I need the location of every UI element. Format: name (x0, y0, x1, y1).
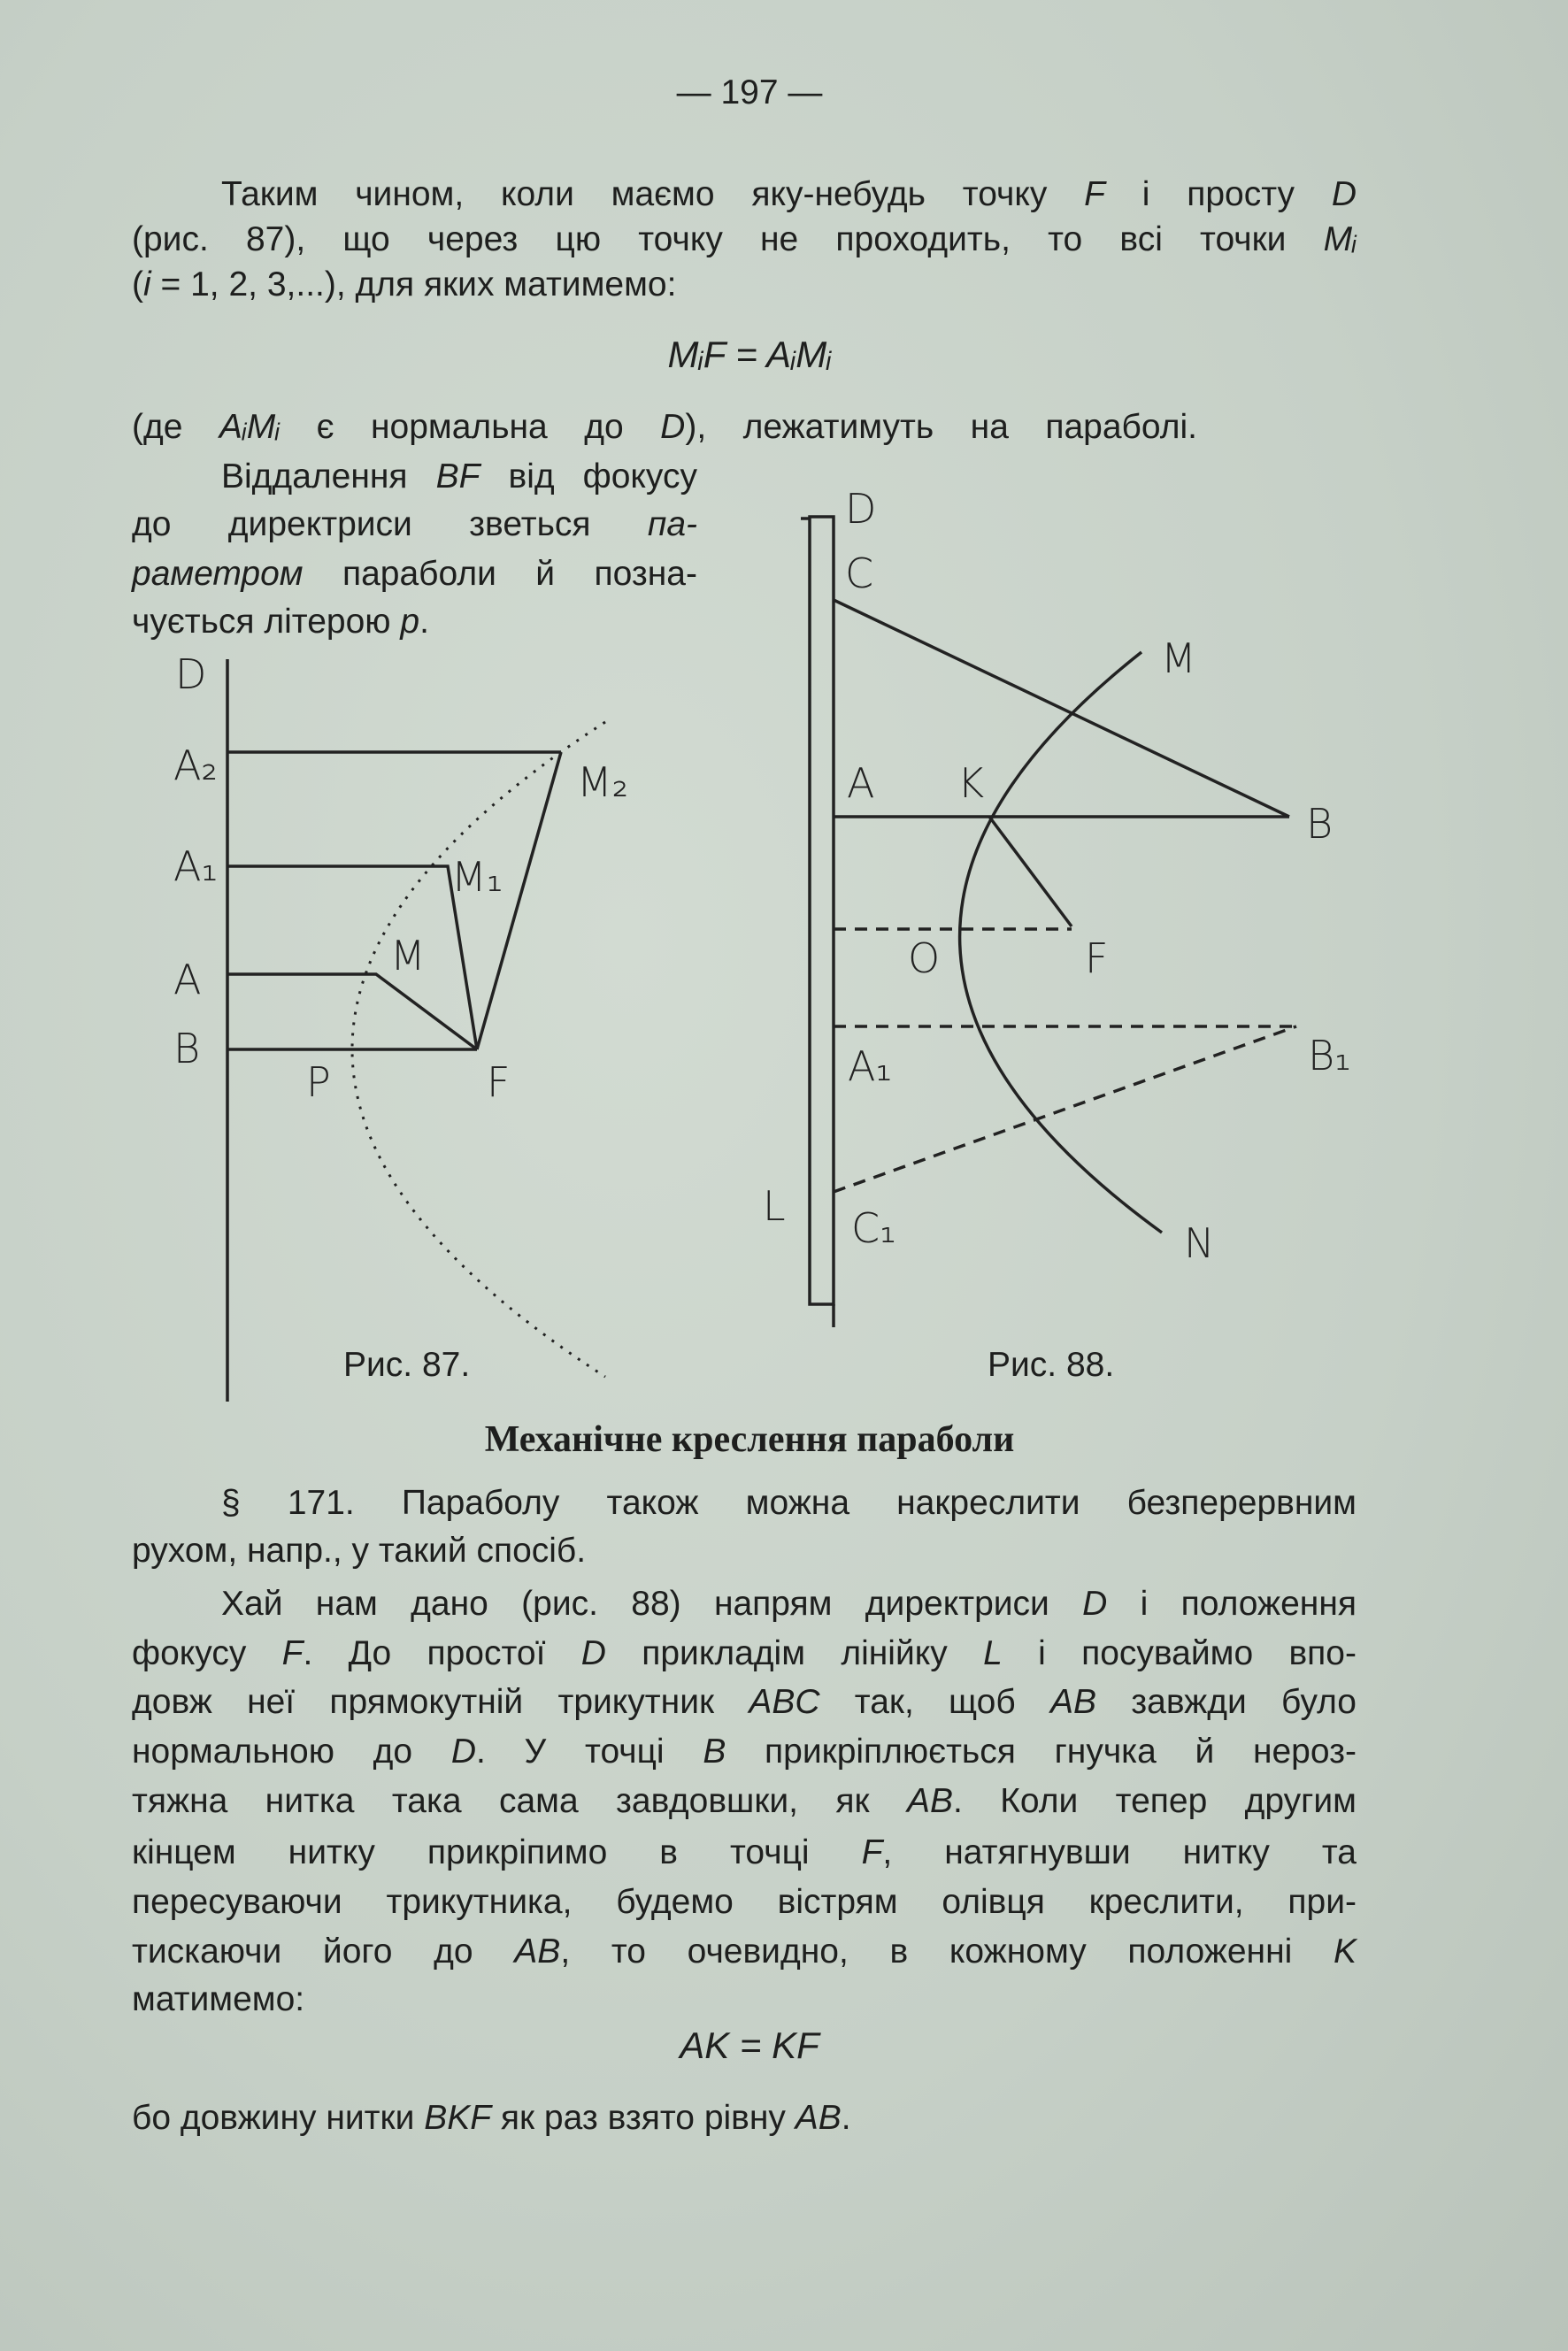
text-segment: Хай нам дано (рис. 88) напрям директриси (221, 1585, 1083, 1623)
math-symbol: раметром (132, 555, 304, 593)
text-segment: є нормальна до (280, 408, 661, 446)
fig88-label-o: O (908, 934, 941, 982)
fig88-label-a: A (847, 759, 875, 807)
fig87-label-d: D (175, 650, 207, 698)
fig88-label-n: N (1184, 1219, 1215, 1267)
fig88-label-k: K (957, 759, 985, 807)
fig88-label-l: L (763, 1182, 786, 1230)
math-symbol: p (400, 603, 420, 641)
fig88-label-a1: A₁ (848, 1042, 892, 1090)
fig87-label-f: F (487, 1058, 511, 1106)
math-symbol: ABC (749, 1683, 820, 1721)
text-segment: . У точці (476, 1733, 703, 1771)
fig88-label-d: D (845, 485, 877, 533)
text-segment: (рис. 87), що через цю точку не проходить, то всі точки (132, 220, 1324, 258)
math-symbol: F (861, 1833, 883, 1871)
text-segment: кінцем нитку прикріпимо в точці (132, 1833, 862, 1871)
text-segment: рухом, напр., у такий спосіб. (132, 1532, 587, 1570)
math-symbol: i (143, 265, 151, 303)
text-segment: (де (132, 408, 219, 446)
text-segment: фокусу (132, 1634, 282, 1672)
ruler-l (810, 517, 834, 1304)
math-symbol: B (703, 1733, 726, 1771)
parabola-m-n (960, 652, 1162, 1233)
text-segment: § 171. Параболу також можна накреслити безперервним (221, 1484, 1357, 1522)
fig87-label-m2: M₂ (577, 758, 629, 806)
text-segment: ( (132, 265, 143, 303)
page-number: — 197 — (676, 73, 823, 111)
math-symbol: L (983, 1634, 1003, 1672)
fig87-label-a2: A₂ (173, 741, 218, 789)
fig87-label-a1: A₁ (173, 842, 218, 890)
text-segment: пересуваючи трикутника, будемо вістрям олівця креслити, при- (132, 1883, 1357, 1921)
math-symbol: AB (514, 1932, 561, 1971)
text-segment: , натягнувши нитку та (882, 1833, 1357, 1871)
text-segment: Віддалення (221, 457, 436, 496)
math-symbol: D (1082, 1585, 1108, 1623)
text-segment: довж неї прямокутній трикутник (132, 1683, 749, 1721)
fig88-label-b1: B₁ (1308, 1032, 1351, 1079)
formula-ak-kf: AK = KF (680, 2024, 819, 2066)
formula-mi-f: MᵢF = AᵢMᵢ (667, 334, 832, 375)
text-segment: чується літерою (132, 603, 401, 641)
line-m-f (367, 974, 477, 1049)
text-segment: параболи й позна- (303, 555, 697, 593)
math-symbol: AB (1049, 1683, 1096, 1721)
fig87-label-b: B (173, 1025, 201, 1072)
math-symbol: AᵢMᵢ (219, 408, 281, 446)
math-symbol: D (660, 408, 686, 446)
fig87-label-m: M (390, 932, 426, 980)
math-symbol: Mᵢ (1323, 220, 1357, 258)
fig87-caption: Рис. 87. (343, 1346, 471, 1384)
fig87-label-a: A (173, 956, 202, 1003)
text-segment: тискаючи його до (132, 1932, 515, 1971)
text-segment: до директриси зветься (132, 505, 648, 543)
math-symbol: K (1333, 1932, 1357, 1971)
text-segment: матимемо: (132, 1980, 305, 2018)
fig87-label-p: P (306, 1058, 331, 1106)
text-segment: і посуваймо впо- (1002, 1634, 1357, 1672)
fig88-label-m: M (1161, 634, 1196, 682)
text-segment: прикріплюється гнучка й нероз- (726, 1733, 1357, 1771)
fig88-label-b: B (1306, 800, 1334, 848)
fig88-label-c1: C₁ (851, 1204, 896, 1252)
fig88-caption: Рис. 88. (988, 1346, 1115, 1384)
line-m2-f (477, 752, 561, 1049)
text-segment: як раз взято рівну (491, 2099, 796, 2137)
math-symbol: F (281, 1634, 304, 1672)
math-symbol: BF (435, 457, 480, 496)
math-symbol: D (450, 1733, 476, 1771)
math-symbol: F (1084, 175, 1105, 213)
text-segment: . Коли тепер другим (952, 1782, 1357, 1820)
text-segment: тяжна нитка така сама завдовшки, як (132, 1782, 907, 1820)
text-segment: ), лежатимуть на параболі. (685, 408, 1197, 446)
text-segment: так, щоб (819, 1683, 1050, 1721)
text-segment: . До простої (303, 1634, 581, 1672)
text-segment: завжди було (1096, 1683, 1357, 1721)
text-segment: і положення (1107, 1585, 1357, 1623)
text-segment: від фокусу (480, 457, 697, 496)
text-segment: бо довжину нитки (132, 2099, 425, 2137)
math-symbol: па- (647, 505, 697, 543)
math-symbol: D (580, 1634, 606, 1672)
math-symbol: AB (906, 1782, 953, 1820)
text-segment: Таким чином, коли маємо яку-небудь точку (221, 175, 1085, 213)
line-k-f (989, 817, 1072, 926)
fig87-label-m1: M₁ (451, 853, 503, 901)
dashed-c1-b1 (834, 1026, 1296, 1192)
text-segment: нормальною до (132, 1733, 451, 1771)
math-symbol: BKF (424, 2099, 492, 2137)
text-segment: , то очевидно, в кожному положенні (560, 1932, 1334, 1971)
math-symbol: D (1331, 175, 1357, 213)
text-segment: = 1, 2, 3,...), для яких матимемо: (150, 265, 677, 303)
text-segment: . (419, 603, 429, 641)
text-segment: прикладім лінійку (605, 1634, 984, 1672)
math-symbol: AB (795, 2099, 842, 2137)
fig88-label-c: C (845, 549, 874, 597)
text-segment: і просту (1104, 175, 1332, 213)
line-c-b (834, 600, 1289, 817)
fig88-label-f: F (1085, 934, 1109, 982)
section-heading: Механічне креслення параболи (484, 1419, 1015, 1460)
text-segment: . (841, 2099, 851, 2137)
